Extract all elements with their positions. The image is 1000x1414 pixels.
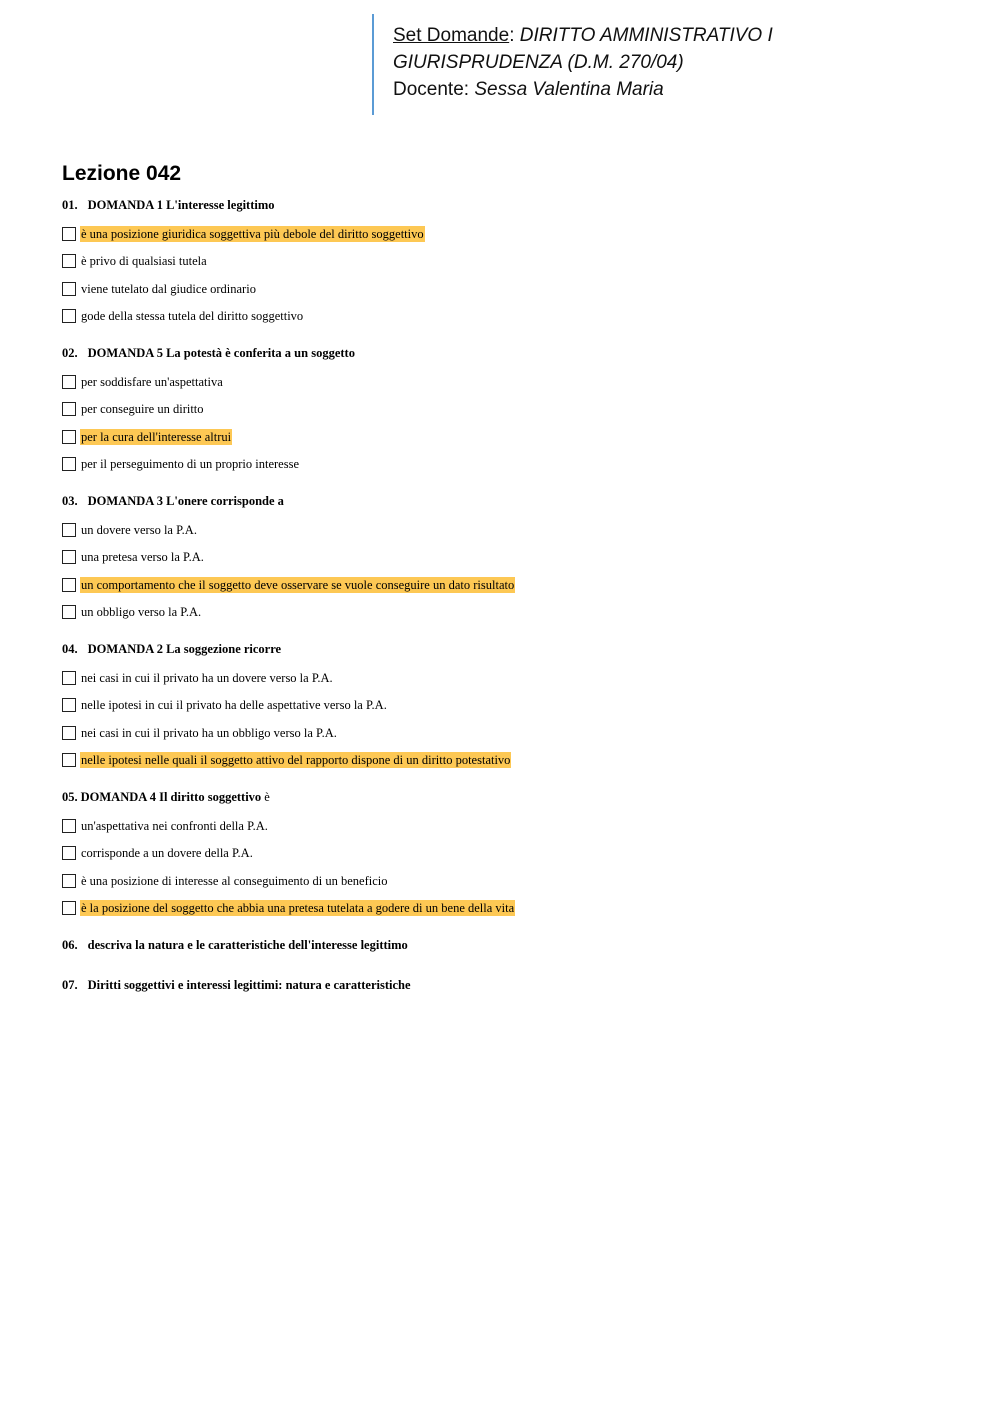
answer-text: per conseguire un diritto	[81, 402, 204, 417]
answer-option[interactable]	[62, 571, 962, 599]
answer-checkbox[interactable]	[62, 523, 76, 537]
answer-option[interactable]	[62, 599, 962, 627]
answer-checkbox[interactable]	[62, 375, 76, 389]
question-text: Diritti soggettivi e interessi legittimi: natura e caratteristiche	[87, 978, 411, 992]
answer-text: nelle ipotesi in cui il privato ha delle aspettative verso la P.A.	[81, 698, 387, 713]
answer-option[interactable]	[62, 692, 962, 720]
answer-option[interactable]	[62, 220, 962, 248]
question-text: descriva la natura e le caratteristiche dell'interesse legittimo	[87, 938, 408, 952]
answer-checkbox[interactable]	[62, 874, 76, 888]
answer-checkbox[interactable]	[62, 901, 76, 915]
question-block	[62, 195, 962, 330]
answer-text: una pretesa verso la P.A.	[81, 550, 204, 565]
answer-option[interactable]	[62, 840, 962, 868]
header-divider	[372, 14, 374, 115]
answer-checkbox[interactable]	[62, 309, 76, 323]
question-text-suffix: è	[261, 790, 270, 804]
answer-option[interactable]	[62, 812, 962, 840]
course-name-line1: DIRITTO AMMINISTRATIVO I	[519, 25, 773, 46]
answer-option[interactable]	[62, 396, 962, 424]
answer-text: per soddisfare un'aspettativa	[81, 374, 223, 389]
answer-text: gode della stessa tutela del diritto soggettivo	[81, 309, 304, 324]
answer-text-highlighted: è una posizione giuridica soggettiva più debole del diritto soggettivo	[81, 226, 424, 241]
answer-checkbox[interactable]	[62, 698, 76, 712]
teacher-name: Sessa Valentina Maria	[474, 79, 664, 100]
question-block	[62, 491, 962, 626]
question-block	[62, 343, 962, 478]
open-question	[62, 975, 962, 995]
answer-text: per il perseguimento di un proprio interesse	[81, 457, 299, 472]
course-name-line2: GIURISPRUDENZA (D.M. 270/04)	[393, 52, 684, 73]
question-title	[62, 787, 962, 807]
answer-text-highlighted: è la posizione del soggetto che abbia una pretesa tutelata a godere di un bene della vita	[81, 901, 515, 916]
question-text: DOMANDA 3 L'onere corrisponde a	[87, 494, 284, 508]
question-title	[62, 343, 962, 363]
answer-text: viene tutelato dal giudice ordinario	[81, 281, 256, 296]
answer-checkbox[interactable]	[62, 753, 76, 767]
answer-option[interactable]	[62, 747, 962, 775]
lesson-title: Lezione 042	[62, 162, 182, 185]
answer-text: è privo di qualsiasi tutela	[81, 254, 207, 269]
answer-option[interactable]	[62, 248, 962, 276]
answer-checkbox[interactable]	[62, 550, 76, 564]
answer-option[interactable]	[62, 664, 962, 692]
header-teacher-line	[393, 76, 953, 103]
question-block	[62, 639, 962, 774]
answer-checkbox[interactable]	[62, 402, 76, 416]
answer-option[interactable]	[62, 368, 962, 396]
answer-text: un dovere verso la P.A.	[81, 522, 197, 537]
answer-text: corrisponde a un dovere della P.A.	[81, 846, 253, 861]
answer-checkbox[interactable]	[62, 282, 76, 296]
answer-checkbox[interactable]	[62, 457, 76, 471]
set-separator: :	[509, 25, 520, 46]
question-text: DOMANDA 2 La soggezione ricorre	[87, 642, 282, 656]
answer-option[interactable]	[62, 867, 962, 895]
answer-text-highlighted: un comportamento che il soggetto deve osservare se vuole conseguire un dato risultato	[81, 577, 515, 592]
answer-option[interactable]	[62, 275, 962, 303]
teacher-label: Docente:	[393, 79, 475, 100]
question-title	[62, 491, 962, 511]
header-course-line2	[393, 49, 953, 76]
question-number: 06.	[62, 938, 78, 952]
header-course-line	[393, 22, 953, 49]
answer-text-highlighted: per la cura dell'interesse altrui	[81, 429, 232, 444]
question-number: 05.	[62, 790, 78, 804]
answer-checkbox[interactable]	[62, 227, 76, 241]
question-number: 07.	[62, 978, 78, 992]
answer-option[interactable]	[62, 516, 962, 544]
question-number: 03.	[62, 494, 78, 508]
answer-checkbox[interactable]	[62, 605, 76, 619]
answer-option[interactable]	[62, 423, 962, 451]
answer-text: un obbligo verso la P.A.	[81, 605, 202, 620]
answer-checkbox[interactable]	[62, 671, 76, 685]
question-number: 02.	[62, 346, 78, 360]
answer-option[interactable]	[62, 303, 962, 331]
answer-checkbox[interactable]	[62, 819, 76, 833]
answer-text-highlighted: nelle ipotesi nelle quali il soggetto attivo del rapporto dispone di un diritto potestativo	[81, 753, 511, 768]
answer-option[interactable]	[62, 544, 962, 572]
answer-text: nei casi in cui il privato ha un dovere verso la P.A.	[81, 670, 333, 685]
answer-checkbox[interactable]	[62, 846, 76, 860]
answer-checkbox[interactable]	[62, 726, 76, 740]
question-block	[62, 787, 962, 922]
question-title	[62, 195, 962, 215]
answer-checkbox[interactable]	[62, 578, 76, 592]
open-question	[62, 935, 962, 955]
answer-text: nei casi in cui il privato ha un obbligo verso la P.A.	[81, 725, 337, 740]
document-header	[393, 22, 953, 103]
set-label: Set Domande	[393, 25, 510, 46]
question-text: DOMANDA 5 La potestà è conferita a un soggetto	[87, 346, 355, 360]
question-title	[62, 639, 962, 659]
answer-text: un'aspettativa nei confronti della P.A.	[81, 818, 268, 833]
question-list	[62, 195, 962, 995]
question-number: 04.	[62, 642, 78, 656]
question-text: DOMANDA 1 L'interesse legittimo	[87, 198, 275, 212]
answer-checkbox[interactable]	[62, 430, 76, 444]
answer-text: è una posizione di interesse al conseguimento di un beneficio	[81, 873, 388, 888]
answer-option[interactable]	[62, 719, 962, 747]
question-number: 01.	[62, 198, 78, 212]
question-text: DOMANDA 4 Il diritto soggettivo	[80, 790, 262, 804]
answer-option[interactable]	[62, 451, 962, 479]
answer-option[interactable]	[62, 895, 962, 923]
answer-checkbox[interactable]	[62, 254, 76, 268]
